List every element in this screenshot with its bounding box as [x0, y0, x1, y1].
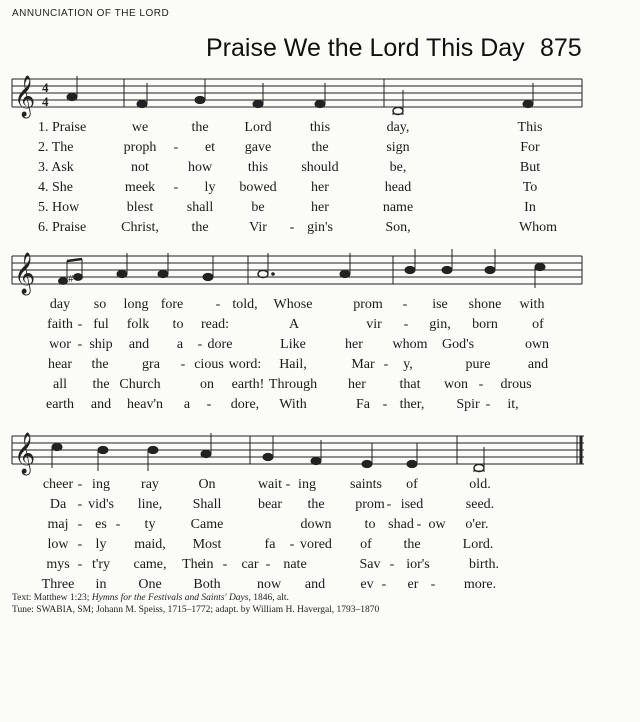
- lyric-syllable: ther,: [399, 397, 425, 412]
- notes-system-3: [52, 433, 485, 472]
- lyric-syllable: Shall: [192, 497, 222, 512]
- lyric-line: [0, 317, 640, 337]
- lyric-syllable: ing: [92, 477, 110, 492]
- lyric-syllable: Came: [190, 517, 224, 532]
- lyric-syllable: head: [384, 180, 412, 195]
- lyric-syllable: down: [300, 517, 332, 532]
- lyric-syllable: old.: [469, 477, 491, 492]
- lyric-syllable: et: [204, 140, 216, 155]
- lyric-line: [0, 120, 640, 140]
- lyric-syllable: ing: [298, 477, 316, 492]
- lyric-syllable: But: [519, 160, 541, 175]
- lyric-line: [0, 140, 640, 160]
- lyric-syllable: God's: [441, 337, 475, 352]
- lyric-syllable: day: [49, 297, 71, 312]
- lyric-syllable: -: [402, 297, 408, 312]
- lyric-syllable: Mar: [351, 357, 375, 372]
- lyric-syllable: gin,: [429, 317, 451, 332]
- treble-clef: 𝄞: [14, 253, 36, 294]
- lyric-syllable: ray: [141, 477, 159, 492]
- lyric-line: [0, 337, 640, 357]
- lyric-syllable: 2. The: [38, 140, 74, 155]
- lyric-syllable: the: [92, 377, 110, 392]
- lyric-syllable: name: [382, 200, 414, 215]
- lyric-syllable: whom: [392, 337, 428, 352]
- lyric-syllable: all: [53, 377, 67, 392]
- lyric-line: [0, 160, 640, 180]
- lyric-syllable: wor: [49, 337, 71, 352]
- lyric-syllable: gra: [142, 357, 160, 372]
- lyric-syllable: earth!: [231, 377, 265, 392]
- credits: [12, 592, 379, 616]
- lyric-syllable: how: [187, 160, 213, 175]
- lyric-syllable: shall: [186, 200, 214, 215]
- lyric-syllable: ly: [95, 537, 107, 552]
- lyric-syllable: Both: [193, 577, 221, 592]
- lyric-syllable: -: [478, 377, 484, 392]
- lyric-syllable: ly: [204, 180, 216, 195]
- lyric-syllable: read:: [201, 317, 229, 332]
- lyric-syllable: faith: [47, 317, 73, 332]
- lyric-syllable: ev: [360, 577, 374, 592]
- lyric-syllable: in: [95, 577, 107, 592]
- lyric-syllable: cheer: [42, 477, 74, 492]
- svg-text:#: #: [68, 273, 74, 285]
- lyric-syllable: Whom: [518, 220, 558, 235]
- lyric-syllable: 5. How: [38, 200, 80, 215]
- lyric-syllable: the: [91, 357, 109, 372]
- lyric-syllable: should: [301, 160, 339, 175]
- lyric-syllable: 1. Praise: [38, 120, 87, 135]
- lyric-syllable: -: [197, 337, 203, 352]
- lyric-syllable: -: [383, 357, 389, 372]
- lyric-syllable: One: [138, 577, 162, 592]
- lyric-syllable: saints: [350, 477, 382, 492]
- lyric-syllable: fore: [160, 297, 184, 312]
- lyric-syllable: her: [311, 180, 329, 195]
- lyric-syllable: Most: [192, 537, 222, 552]
- lyric-syllable: Fa: [356, 397, 370, 412]
- lyric-syllable: t'ry: [91, 557, 111, 572]
- lyric-syllable: -: [485, 397, 491, 412]
- text-credit: Text: Matthew 1:23; Hymns for the Festivals and Saints' Days, 1846, alt.: [12, 593, 289, 603]
- lyric-syllable: Christ,: [121, 220, 159, 235]
- treble-clef: 𝄞: [14, 76, 36, 117]
- lyric-syllable: -: [173, 180, 179, 195]
- lyric-syllable: -: [289, 537, 295, 552]
- lyric-syllable: Like: [280, 337, 306, 352]
- lyric-syllable: -: [77, 537, 83, 552]
- lyric-syllable: This: [517, 120, 543, 135]
- lyric-syllable: Spir: [456, 397, 480, 412]
- lyric-syllable: born: [472, 317, 498, 332]
- staff-system-2: [0, 245, 640, 305]
- lyric-syllable: bowed: [239, 180, 277, 195]
- lyric-syllable: ship: [89, 337, 113, 352]
- lyric-syllable: we: [131, 120, 149, 135]
- lyric-syllable: long: [123, 297, 149, 312]
- lyric-line: [0, 180, 640, 200]
- hymn-title: Praise We the Lord This Day: [206, 34, 525, 62]
- lyric-syllable: won: [443, 377, 469, 392]
- lyric-syllable: ior's: [406, 557, 430, 572]
- lyric-syllable: line,: [137, 497, 163, 512]
- lyric-syllable: Hail,: [279, 357, 307, 372]
- lyric-syllable: -: [403, 317, 409, 332]
- lyric-syllable: not: [131, 160, 149, 175]
- lyric-syllable: blest: [126, 200, 154, 215]
- lyric-syllable: -: [382, 397, 388, 412]
- lyric-syllable: day,: [386, 120, 410, 135]
- lyric-syllable: with: [519, 297, 545, 312]
- staff-system-1: [0, 68, 640, 128]
- lyric-syllable: to: [364, 517, 376, 532]
- lyric-syllable: this: [309, 120, 331, 135]
- lyric-syllable: dore: [207, 337, 233, 352]
- lyric-syllable: and: [128, 337, 150, 352]
- lyric-syllable: maid,: [134, 537, 166, 552]
- lyric-syllable: own: [524, 337, 550, 352]
- lyric-syllable: On: [198, 477, 216, 492]
- lyric-line: [0, 377, 640, 397]
- lyric-syllable: ise: [432, 297, 448, 312]
- lyric-syllable: the: [403, 537, 421, 552]
- lyric-line: [0, 220, 640, 240]
- lyric-syllable: ful: [93, 317, 109, 332]
- lyric-syllable: of: [360, 537, 372, 552]
- lyric-line: [0, 497, 640, 517]
- lyric-line: [0, 557, 640, 577]
- lyric-syllable: on: [200, 377, 214, 392]
- lyric-syllable: of: [406, 477, 418, 492]
- lyric-syllable: prom: [355, 497, 385, 512]
- lyric-syllable: her: [345, 337, 363, 352]
- treble-clef: 𝄞: [14, 433, 36, 474]
- lyric-syllable: so: [93, 297, 107, 312]
- lyric-syllable: this: [247, 160, 269, 175]
- lyric-syllable: o'er.: [465, 517, 489, 532]
- lyric-syllable: -: [386, 497, 392, 512]
- lyric-syllable: vir: [366, 317, 382, 332]
- lyric-syllable: Three: [41, 577, 75, 592]
- lyric-syllable: to: [172, 317, 184, 332]
- lyric-syllable: the: [311, 140, 329, 155]
- lyric-syllable: and: [527, 357, 549, 372]
- lyric-syllable: fa: [264, 537, 276, 552]
- lyric-syllable: -: [389, 557, 395, 572]
- lyric-syllable: vid's: [88, 497, 114, 512]
- lyric-syllable: y,: [403, 357, 413, 372]
- lyric-syllable: -: [77, 517, 83, 532]
- lyric-line: [0, 517, 640, 537]
- lyric-syllable: cious: [194, 357, 224, 372]
- lyric-syllable: -: [381, 577, 387, 592]
- notes-system-1: [67, 76, 533, 115]
- lyric-syllable: meek: [124, 180, 156, 195]
- lyric-syllable: proph: [123, 140, 157, 155]
- lyric-syllable: Sav: [359, 557, 381, 572]
- tune-credit: Tune: SWABIA, SM; Johann M. Speiss, 1715–1772; adapt. by William H. Havergal, 1793–1870: [12, 605, 380, 615]
- lyric-syllable: -: [265, 557, 271, 572]
- lyric-syllable: heav'n: [127, 397, 163, 412]
- lyric-syllable: dore,: [230, 397, 260, 412]
- lyric-syllable: With: [279, 397, 307, 412]
- title-row: [200, 34, 630, 70]
- lyric-syllable: gin's: [307, 220, 333, 235]
- lyric-line: [0, 297, 640, 317]
- lyric-syllable: birth.: [469, 557, 499, 572]
- hymn-number: 875: [540, 34, 582, 62]
- lyric-syllable: nate: [283, 557, 307, 572]
- lyric-syllable: -: [77, 337, 83, 352]
- lyric-syllable: car: [241, 557, 259, 572]
- lyric-syllable: To: [522, 180, 538, 195]
- lyric-syllable: 4. She: [38, 180, 73, 195]
- lyric-syllable: her: [348, 377, 366, 392]
- lyric-syllable: ty: [144, 517, 156, 532]
- lyric-syllable: maj: [47, 517, 69, 532]
- lyric-syllable: A: [288, 317, 300, 332]
- lyric-syllable: -: [115, 517, 121, 532]
- lyric-syllable: -: [180, 357, 186, 372]
- lyric-syllable: Whose: [273, 297, 313, 312]
- lyric-syllable: -: [289, 220, 295, 235]
- lyric-syllable: The: [182, 557, 204, 572]
- staff-system-3: [0, 425, 640, 485]
- lyric-syllable: er: [407, 577, 419, 592]
- lyric-syllable: a: [183, 397, 191, 412]
- lyric-syllable: -: [416, 517, 422, 532]
- lyric-syllable: bear: [257, 497, 283, 512]
- lyric-syllable: 3. Ask: [38, 160, 74, 175]
- lyric-syllable: pure: [465, 357, 491, 372]
- lyric-syllable: sign: [386, 140, 410, 155]
- lyric-syllable: seed.: [465, 497, 495, 512]
- lyric-syllable: Lord.: [462, 537, 494, 552]
- lyric-syllable: prom: [353, 297, 383, 312]
- lyric-syllable: Vir: [249, 220, 267, 235]
- lyric-syllable: wait: [257, 477, 283, 492]
- lyric-syllable: Through: [268, 377, 318, 392]
- lyric-syllable: shad: [388, 517, 414, 532]
- lyric-syllable: low: [47, 537, 69, 552]
- lyric-syllable: a: [176, 337, 184, 352]
- lyric-syllable: -: [285, 477, 291, 492]
- lyric-syllable: be: [251, 200, 265, 215]
- lyric-syllable: -: [77, 317, 83, 332]
- lyric-syllable: Son,: [385, 220, 411, 235]
- svg-text:4: 4: [42, 94, 49, 109]
- lyric-syllable: ised: [400, 497, 424, 512]
- lyric-syllable: -: [430, 577, 436, 592]
- lyric-syllable: more.: [463, 577, 497, 592]
- section-heading: ANNUNCIATION OF THE LORD: [12, 8, 170, 19]
- lyric-syllable: gave: [244, 140, 272, 155]
- lyric-line: [0, 477, 640, 497]
- lyric-syllable: told,: [232, 297, 258, 312]
- lyric-syllable: that: [399, 377, 421, 392]
- lyric-syllable: earth: [46, 397, 74, 412]
- lyric-syllable: mys: [46, 557, 70, 572]
- lyric-syllable: -: [77, 477, 83, 492]
- lyric-syllable: In: [524, 200, 536, 215]
- lyric-syllable: -: [206, 397, 212, 412]
- lyric-syllable: -: [77, 497, 83, 512]
- lyric-syllable: the: [191, 120, 209, 135]
- lyric-syllable: folk: [126, 317, 150, 332]
- lyric-syllable: drous: [500, 377, 532, 392]
- lyric-syllable: the: [307, 497, 325, 512]
- lyric-syllable: Da: [49, 497, 67, 512]
- lyric-syllable: Church: [119, 377, 161, 392]
- lyric-syllable: it,: [507, 397, 519, 412]
- lyric-syllable: For: [520, 140, 540, 155]
- lyric-syllable: -: [222, 557, 228, 572]
- lyric-syllable: and: [90, 397, 112, 412]
- lyric-syllable: and: [304, 577, 326, 592]
- svg-text:4: 4: [42, 80, 49, 95]
- lyric-syllable: hear: [47, 357, 73, 372]
- lyric-line: [0, 397, 640, 417]
- lyric-syllable: be,: [389, 160, 407, 175]
- lyric-syllable: now: [256, 577, 282, 592]
- lyric-syllable: vored: [300, 537, 332, 552]
- lyric-syllable: es: [95, 517, 107, 532]
- lyric-syllable: shone: [468, 297, 502, 312]
- lyric-syllable: word:: [228, 357, 262, 372]
- lyric-syllable: -: [173, 140, 179, 155]
- lyric-syllable: 6. Praise: [38, 220, 87, 235]
- lyric-syllable: her: [311, 200, 329, 215]
- lyric-syllable: the: [191, 220, 209, 235]
- lyric-line: [0, 200, 640, 220]
- lyric-syllable: Lord: [244, 120, 272, 135]
- lyric-syllable: -: [215, 297, 221, 312]
- lyric-line: [0, 537, 640, 557]
- notes-system-2: [59, 249, 546, 288]
- lyric-syllable: ow: [428, 517, 446, 532]
- lyric-syllable: of: [532, 317, 544, 332]
- lyric-syllable: came,: [133, 557, 167, 572]
- time-signature: [42, 80, 49, 109]
- lyric-syllable: -: [77, 557, 83, 572]
- lyric-syllable: in: [202, 557, 214, 572]
- lyric-line: [0, 357, 640, 377]
